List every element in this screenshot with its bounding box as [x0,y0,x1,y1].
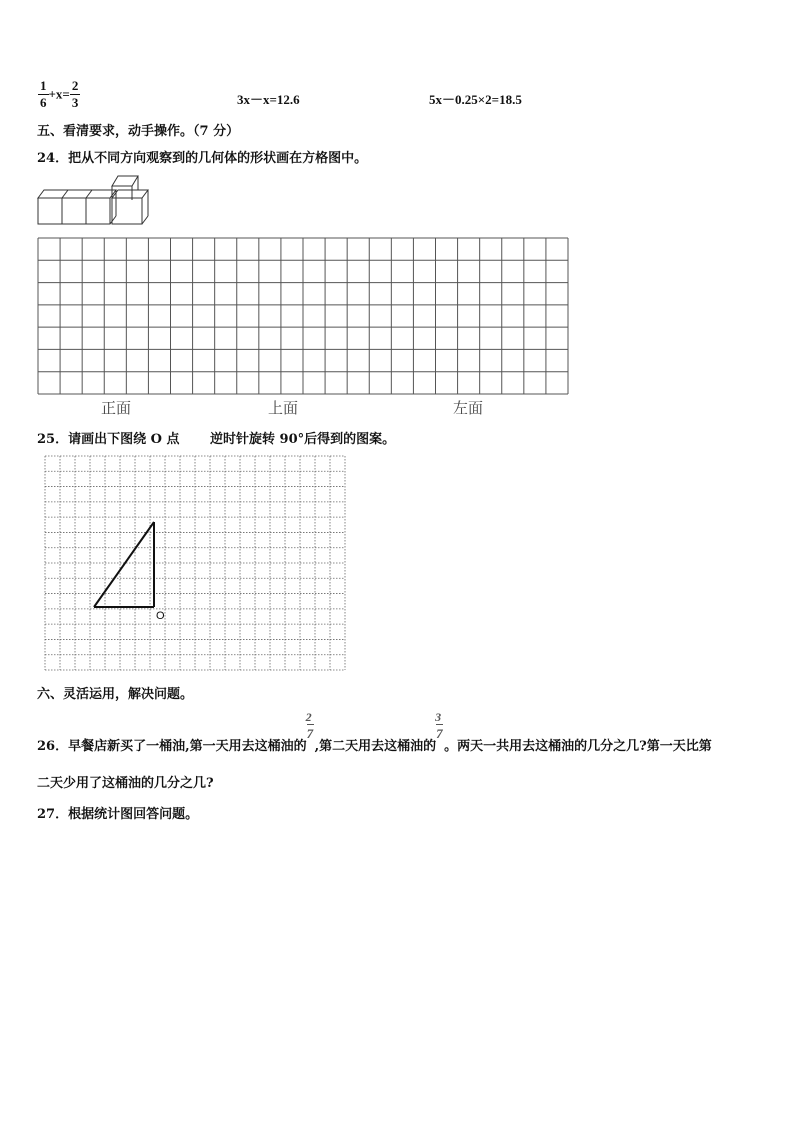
question-26-line2: 二天少用了这桶油的几分之几? [37,776,214,791]
rotation-grid[interactable] [44,455,346,671]
fraction-2-7 [305,710,315,750]
fraction-1-6 [38,78,49,111]
fraction-numerator: 3 [435,710,442,724]
question-26-text-b: ,第二天用去这桶油的 [314,739,437,754]
fraction-denominator: 6 [40,95,47,110]
fraction-2-3 [70,78,81,111]
question-27: 27．根据统计图回答问题。 [37,807,199,822]
fraction-3-7 [435,710,444,750]
fraction-numerator: 2 [305,710,312,724]
section-6-title: 六、灵活运用，解决问题。 [37,687,194,702]
question-26 [37,710,712,754]
triangle-shape [94,522,154,607]
fraction-denominator: 7 [436,726,443,741]
view-label-front: 正面 [101,399,132,417]
fraction-numerator: 1 [40,78,47,93]
point-o-label: O [156,610,165,622]
fraction-numerator: 2 [71,78,79,93]
view-label-left: 左面 [453,399,484,417]
cube-figure [36,174,156,228]
fraction-denominator: 3 [71,95,79,110]
view-grid[interactable] [37,237,569,395]
question-24: 24．把从不同方向观察到的几何体的形状画在方格图中。 [37,151,368,166]
fraction-denominator: 7 [306,726,314,741]
question-25-part1: 25．请画出下图绕 O 点 [37,432,180,447]
equation-2: 3x－x=12.6 [237,92,300,107]
section-5-title: 五、看清要求，动手操作。（7 分） [37,124,240,139]
question-26-text-a: 26．早餐店新买了一桶油,第一天用去这桶油的 [37,739,307,754]
view-label-top: 上面 [268,399,299,417]
equation-3: 5x－0.25×2=18.5 [429,92,522,107]
question-26-text-c: 。两天一共用去这桶油的几分之几?第一天比第 [444,739,712,754]
question-25-part2: 逆时针旋转 90°后得到的图案。 [210,432,396,447]
equation-1 [38,78,80,111]
equation-1-middle: +x= [48,86,70,102]
